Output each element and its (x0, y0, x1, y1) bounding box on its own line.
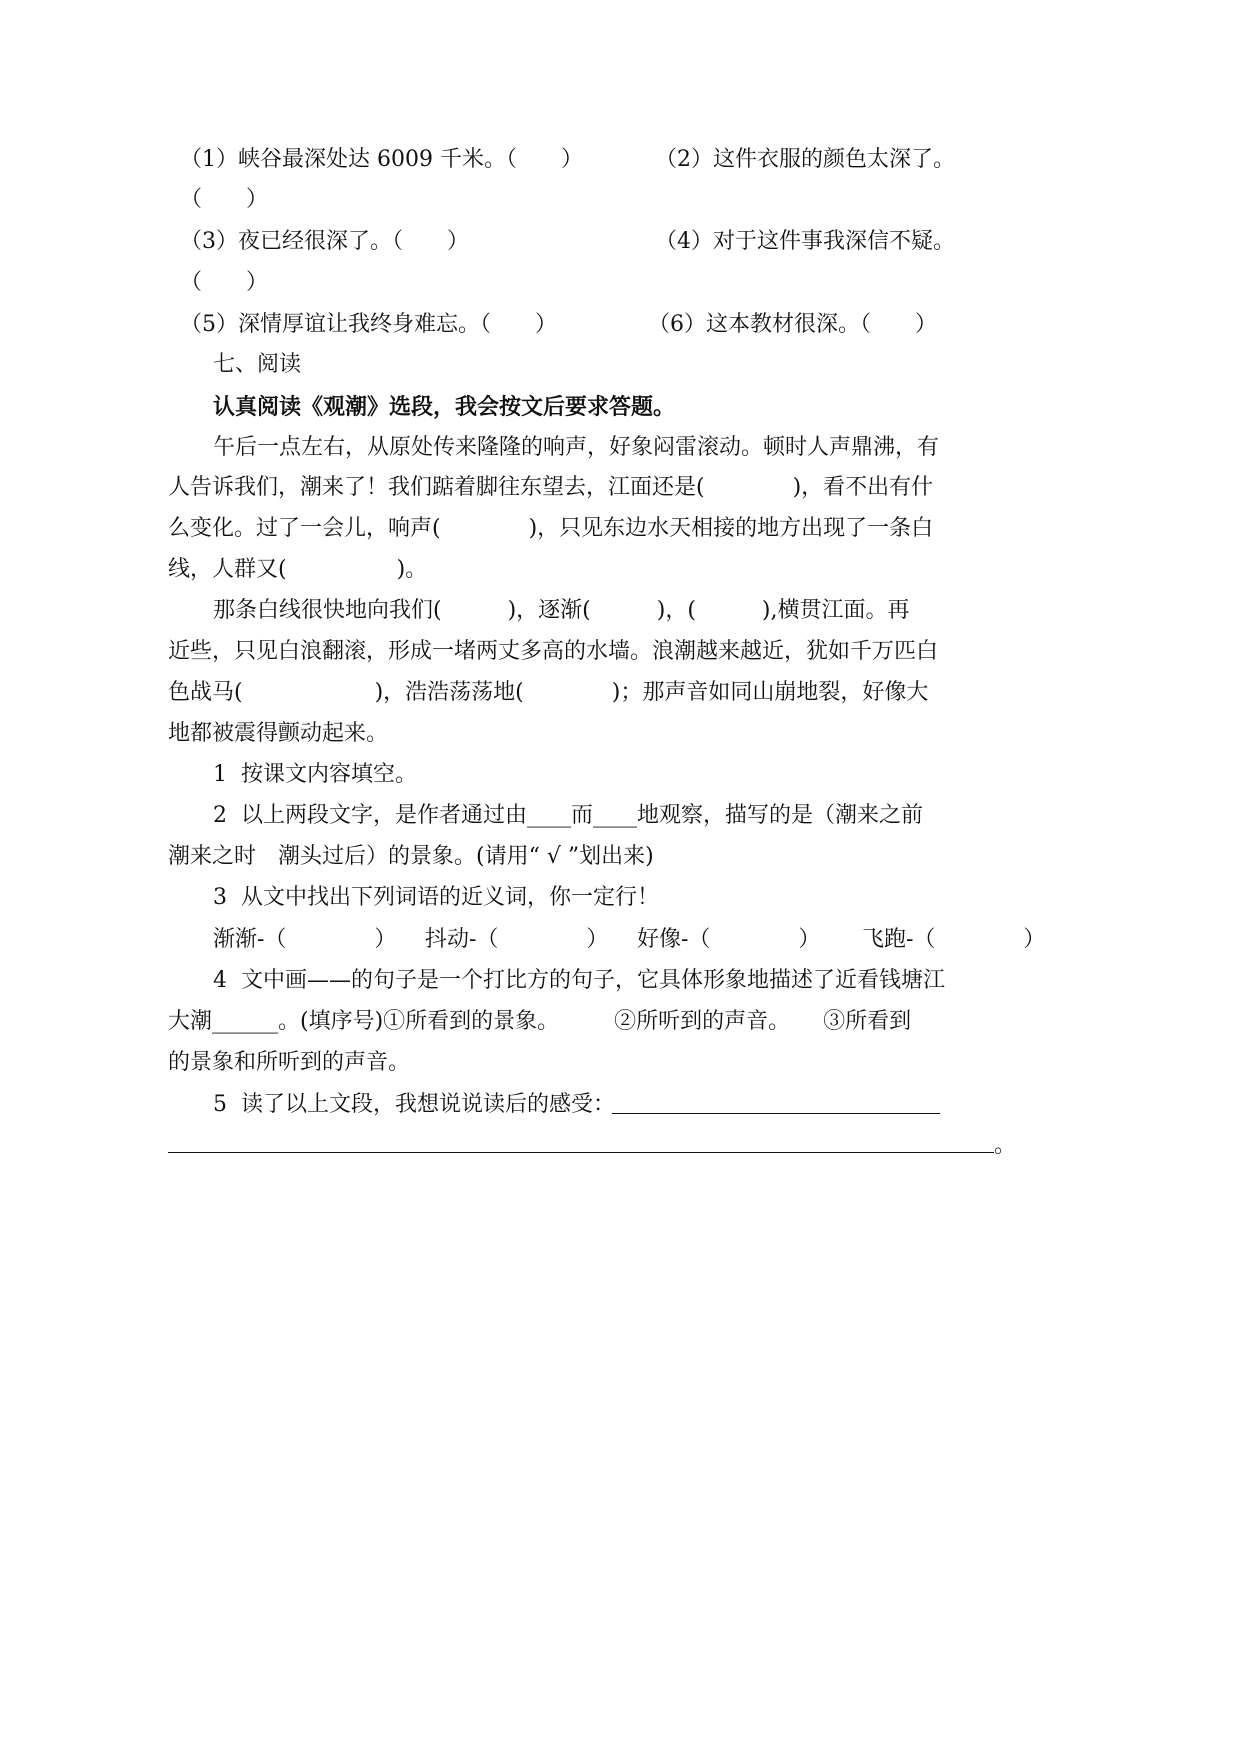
passage-para1-line1: 午后一点左右，从原处传来隆隆的响声，好象闷雷滚动。顿时人声鼎沸，有 (213, 435, 940, 460)
question-4-line2: 大潮______。(填序号)①所看到的景象。 ②所听到的声音。 ③所看到 (168, 1009, 912, 1034)
answer-line-2 (168, 1152, 994, 1153)
section-heading: 七、阅读 (213, 352, 302, 377)
question-3: 3 从文中找出下列词语的近义词，你一定行！ (213, 885, 659, 910)
item-4: （4）对于这件事我深信不疑。 (655, 229, 955, 254)
item-4-answer-paren: （ ） (180, 270, 269, 295)
question-4-line1: 4 文中画——的句子是一个打比方的句子，它具体形象地描述了近看钱塘江 (213, 968, 945, 993)
synonym-item-3: 好像-（ ） (637, 927, 821, 952)
item-2: （2）这件衣服的颜色太深了。 (655, 147, 955, 172)
passage-para1-line4: 线，人群又( )。 (168, 557, 428, 582)
synonym-item-4: 飞跑-（ ） (862, 927, 1046, 952)
passage-para1-line2: 人告诉我们，潮来了！我们踮着脚往东望去，江面还是( )，看不出有什 (168, 475, 934, 500)
item-6: （6）这本教材很深。（ ） (648, 312, 937, 337)
passage-para2-line1: 那条白线很快地向我们( )，逐渐( )，( ),横贯江面。再 (213, 598, 910, 623)
question-2-line1: 2 以上两段文字，是作者通过由____而____地观察，描写的是（潮来之前 (213, 803, 923, 828)
question-1: 1 按课文内容填空。 (213, 762, 417, 787)
passage-para1-line3: 么变化。过了一会儿，响声( )，只见东边水天相接的地方出现了一条白 (168, 516, 934, 541)
reading-instruction: 认真阅读《观潮》选段，我会按文后要求答题。 (213, 394, 676, 420)
passage-para2-line2: 近些，只见白浪翻滚，形成一堵两丈多高的水墙。浪潮越来越近，犹如千万匹白 (168, 639, 939, 664)
item-3: （3）夜已经很深了。（ ） (180, 229, 469, 254)
passage-para2-line4: 地都被震得颤动起来。 (168, 721, 389, 746)
answer-end-period: 。 (994, 1133, 1017, 1158)
question-2-line2: 潮来之时 潮头过后）的景象。(请用“ √ ”划出来) (168, 844, 654, 869)
item-2-answer-paren: （ ） (180, 187, 269, 212)
question-5: 5 读了以上文段，我想说说读后的感受： (213, 1092, 615, 1117)
synonym-item-2: 抖动-（ ） (425, 927, 609, 952)
item-5: （5）深情厚谊让我终身难忘。（ ） (180, 312, 557, 337)
item-1: （1）峡谷最深处达 6009 千米。（ ） (180, 147, 583, 172)
question-4-line3: 的景象和所听到的声音。 (168, 1050, 411, 1075)
synonym-item-1: 渐渐-（ ） (213, 927, 397, 952)
answer-line-1 (612, 1113, 940, 1114)
passage-para2-line3: 色战马( )，浩浩荡荡地( )；那声音如同山崩地裂，好像大 (168, 680, 929, 705)
